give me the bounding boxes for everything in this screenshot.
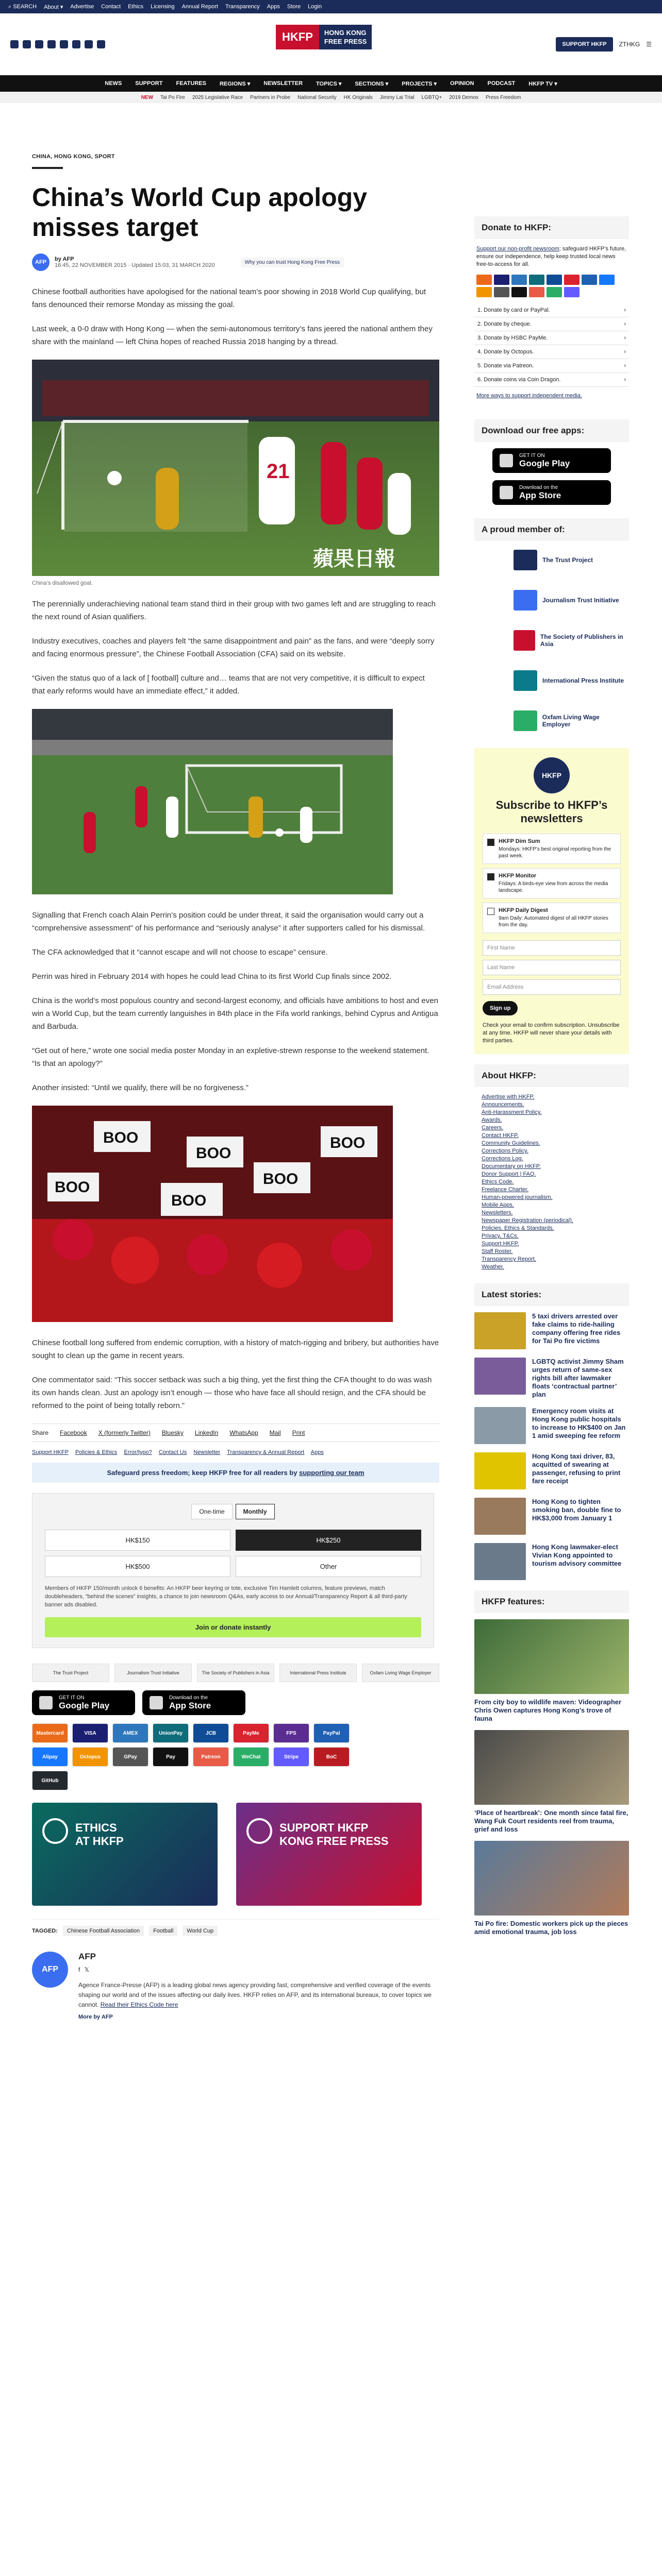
top-bar	[0, 0, 662, 13]
newsletter-monitor-checkbox[interactable]: HKFP Monitor Fridays: A birds-eye view from across the media landscape.	[483, 868, 621, 899]
gpay-icon	[494, 287, 509, 297]
boo-sign: BOO	[103, 1129, 139, 1146]
tag-world-cup[interactable]: World Cup	[183, 1926, 218, 1936]
chevron-right-icon: ›	[624, 377, 626, 383]
link-contact[interactable]: Contact Us	[158, 1449, 187, 1455]
google-play-icon	[39, 1696, 53, 1709]
fans-boo-photo	[32, 1106, 393, 1322]
subnav-legco[interactable]: 2025 Legislative Race	[192, 94, 243, 100]
linkedin-icon[interactable]	[85, 40, 93, 48]
frequency-toggle	[45, 1504, 421, 1519]
paragraph: China is the world’s most populous country and second-largest economy, and officials have ambitions to host and even win a World Cup, but the team currently languishes in 84th place in the Fifa world rankings, behind Cyprus and Antigua and Barbuda.	[32, 996, 438, 1031]
email-field[interactable]: Email Address	[483, 979, 621, 995]
share-bar	[32, 1423, 439, 1442]
subnav-hk-originals[interactable]: HK Originals	[343, 94, 373, 100]
paragraph: Industry executives, coaches and players felt “the same disappointment and pain” as the fans, and were “deeply sorry and facing enormous pressure”, the Chinese Football Association (CFA) said on its website.	[32, 637, 435, 658]
apple-icon	[500, 486, 513, 499]
link-support[interactable]: Support HKFP	[32, 1449, 69, 1455]
newsletter-signup	[474, 748, 629, 1054]
join-donate-button[interactable]: Join or donate instantly	[45, 1617, 421, 1637]
youtube-icon[interactable]	[72, 40, 80, 48]
latest-stories	[474, 1312, 629, 1580]
freq-monthly[interactable]: Monthly	[236, 1504, 275, 1519]
about-link[interactable]: Freelance Charter.	[482, 1187, 529, 1193]
author-byline[interactable]: by AFP	[55, 256, 74, 262]
first-name-field[interactable]: First Name	[483, 940, 621, 956]
donate-option[interactable]: 1. Donate by card or PayPal. ›	[474, 303, 629, 317]
wechat-icon	[547, 287, 562, 297]
story-item[interactable]: Hong Kong taxi driver, 83, acquitted of swearing at passenger, refusing to print fare receipt	[474, 1452, 629, 1489]
share-mail[interactable]: Mail	[269, 1429, 281, 1436]
subnav-lgbtq[interactable]: LGBTQ+	[421, 94, 442, 100]
amount-150[interactable]: HK$150	[45, 1530, 230, 1551]
payme-logo: PayMe	[233, 1723, 269, 1743]
main-nav	[0, 75, 662, 92]
donate-box: Donate to HKFP: Support our non-profit newsroom; safeguard HKFP’s future, ensure our independence, help keep trusted local news free-to-access for all. 1. Donate by card or PayPal. › 2. Donate by cheque. › 3. Donate by HSBC PayMe. › 4. Donate by Octopus. › 5. Donate via Patreon. › 6. Donate coins via Coin Dragon. › More ways to support independent media.	[474, 216, 629, 405]
about-link[interactable]: Donor Support | FAQ.	[482, 1171, 536, 1177]
wechat-logo: WeChat	[233, 1747, 269, 1767]
octopus-icon	[476, 287, 492, 297]
visa-icon	[494, 275, 509, 285]
nav-news[interactable]: NEWS	[105, 80, 122, 87]
sub-nav	[0, 92, 662, 103]
share-whatsapp[interactable]: WhatsApp	[229, 1429, 258, 1436]
newsletter-dim-sum-checkbox[interactable]: HKFP Dim Sum Mondays: HKFP’s best original reporting from the past week.	[483, 834, 621, 864]
paypal-logo: PayPal	[313, 1723, 350, 1743]
apple-pay-icon	[511, 287, 527, 297]
topbar-annual-report[interactable]: Annual Report	[181, 4, 218, 10]
boo-sign: BOO	[55, 1179, 90, 1196]
svg-text:21: 21	[267, 460, 290, 483]
patreon-logo: Patreon	[193, 1747, 229, 1767]
tag-cfa[interactable]: Chinese Football Association	[63, 1926, 144, 1936]
share-label: Share	[32, 1429, 49, 1436]
topbar-advertise[interactable]: Advertise	[70, 4, 94, 10]
article-meta	[32, 253, 439, 271]
about-link[interactable]: Careers.	[482, 1125, 504, 1131]
paragraph: Chinese football authorities have apologised for the national team’s poor showing in 2018 World Cup qualifying, but fans denounced their remorse Monday as missing the goal.	[32, 287, 426, 309]
paragraph: Last week, a 0-0 draw with Hong Kong — when the semi-autonomous territory’s fans jeered the national anthem they share with the mainland — left China hopes of reached Russia 2018 hanging by a thread.	[32, 325, 433, 346]
sopa-badge[interactable]: The Society of Publishers in Asia	[514, 628, 629, 653]
topbar-ethics[interactable]: Ethics	[128, 4, 144, 10]
donate-option[interactable]: 2. Donate by cheque. ›	[474, 317, 629, 331]
jti-badge[interactable]: Journalism Trust Initiative	[514, 587, 629, 613]
fans-image	[32, 1106, 393, 1322]
mastercard-logo: Mastercard	[32, 1723, 68, 1743]
story-item[interactable]: Emergency room visits at Hong Kong public hospitals to increase to HK$400 on Jan 1 amid sweeping fee reform	[474, 1407, 629, 1444]
photo-caption: China’s disallowed goal.	[32, 580, 93, 586]
google-play-button[interactable]: GET IT ON Google Play	[32, 1690, 135, 1715]
title-divider	[32, 167, 63, 169]
menu-icon[interactable]: ☰	[646, 41, 652, 48]
member-heading: A proud member of:	[474, 518, 629, 541]
play-icon	[246, 1818, 272, 1844]
subnav-2019-demos[interactable]: 2019 Demos	[449, 94, 478, 100]
search-link[interactable]: ⌕ SEARCH	[8, 3, 37, 10]
email-icon[interactable]	[97, 40, 105, 48]
nav-regions[interactable]: REGIONS ▾	[219, 80, 251, 87]
amount-options	[45, 1530, 421, 1577]
social-icons	[10, 40, 105, 48]
play-icon	[42, 1818, 68, 1844]
about-link[interactable]: Documentary on HKFP.	[482, 1163, 541, 1170]
about-link[interactable]: Support HKFP.	[482, 1241, 519, 1247]
chevron-right-icon: ›	[624, 321, 626, 327]
boc-logo: BoC	[313, 1747, 350, 1767]
instagram-icon[interactable]	[35, 40, 43, 48]
stripe-logo: Stripe	[273, 1747, 309, 1767]
link-apps[interactable]: Apps	[310, 1449, 324, 1455]
unionpay-icon	[529, 275, 544, 285]
topbar-transparency[interactable]: Transparency	[225, 4, 260, 10]
paragraph: One commentator said: “This soccer setback was such a big thing, yet the first thing the CFA thought to do was wash its own hands clean. Just an apology isn’t enough — those who have face all should resign, and the CFA should be reformed to the point of being totally reborn.”	[32, 1376, 432, 1410]
sidebar-app-store-button[interactable]: Download on the App Store	[492, 480, 611, 505]
share-linkedin[interactable]: LinkedIn	[194, 1429, 219, 1436]
disallowed-goal-photo	[32, 360, 439, 576]
link-policies[interactable]: Policies & Ethics	[75, 1449, 118, 1455]
about-link[interactable]: Mobile Apps.	[482, 1202, 514, 1208]
support-newsroom-link[interactable]: Support our non-profit newsroom	[476, 246, 559, 252]
feature-item[interactable]: ‘Place of heartbreak’: One month since fatal fire, Wang Fuk Court residents reel from trauma, grief and loss	[474, 1730, 629, 1834]
donate-option[interactable]: 3. Donate by HSBC PayMe. ›	[474, 331, 629, 345]
nav-topics[interactable]: TOPICS ▾	[316, 80, 342, 87]
card-logos	[474, 275, 629, 297]
paragraph: Signalling that French coach Alain Perrin’s position could be under threat, it said the organisation would carry out a “comprehensive assessment” of his performance and “seriously analyse” it after supporters called for his dismissal.	[32, 911, 425, 933]
match-image	[32, 709, 393, 894]
subnav-national-security[interactable]: National Security	[297, 94, 337, 100]
apps-heading: Download our free apps:	[474, 419, 629, 442]
nav-newsletter[interactable]: NEWSLETTER	[263, 80, 303, 87]
stripe-icon	[564, 287, 580, 297]
topbar-licensing[interactable]: Licensing	[151, 4, 175, 10]
photo-watermark: 蘋果日報	[313, 547, 395, 571]
amount-other[interactable]: Other	[236, 1556, 421, 1577]
about-link[interactable]: Transparency Report.	[482, 1256, 536, 1262]
nav-opinion[interactable]: OPINION	[450, 80, 474, 87]
ethics-promo[interactable]: ETHICS AT HKFP	[32, 1803, 218, 1906]
new-label: NEW	[141, 94, 154, 100]
donate-option[interactable]: 4. Donate by Octopus. ›	[474, 345, 629, 359]
paragraph: Chinese football long suffered from endemic corruption, with a history of match-rigging and bribery, but authorities have sought to clean up the game in recent years.	[32, 1338, 439, 1360]
sidebar-google-play-button[interactable]: GET IT ON Google Play	[492, 448, 611, 473]
nav-projects[interactable]: PROJECTS ▾	[402, 80, 437, 87]
author-box	[32, 1952, 439, 2020]
logo-text: HONG KONG FREE PRESS	[319, 25, 372, 49]
language-switch[interactable]: ZTHKG	[619, 41, 640, 48]
google-play-icon	[500, 454, 513, 467]
paragraph: “Given the status quo of a lack of [ football] culture and… teams that are not very competitive, it is difficult to expect that early reforms would have an immediate effect,” it added.	[32, 674, 425, 696]
mastercard-icon	[476, 275, 492, 285]
subscribe-note: Check your email to confirm subscription. Unsubscribe at any time. HKFP will never share your details with third parties.	[483, 1022, 620, 1044]
jcb-logo: JCB	[193, 1723, 229, 1743]
subscribe-heading: Subscribe to HKFP’s newsletters	[495, 799, 608, 825]
about-links	[474, 1093, 629, 1271]
about-link[interactable]: Announcements.	[482, 1101, 524, 1108]
topbar-store[interactable]: Store	[287, 4, 301, 10]
chevron-right-icon: ›	[624, 307, 626, 313]
subnav-tai-po-fire[interactable]: Tai Po Fire	[160, 94, 185, 100]
patreon-icon	[529, 287, 544, 297]
site-logo[interactable]	[276, 25, 372, 49]
nav-sections[interactable]: SECTIONS ▾	[355, 80, 389, 87]
hkfp-badge: HKFP	[534, 757, 570, 793]
trust-link[interactable]: Why you can trust Hong Kong Free Press	[241, 258, 344, 267]
freq-one-time[interactable]: One-time	[191, 1504, 232, 1519]
features-heading: HKFP features:	[474, 1590, 629, 1613]
author-bio: Agence France-Presse (AFP) is a leading global news agency providing fast, comprehensive and verified coverage of the events shaping our world and of the issues affecting our daily lives. HKFP relies on AFP, and its international bureaux, to cover topics we cannot.	[78, 1981, 432, 2008]
donate-heading: Donate to HKFP:	[474, 216, 629, 239]
nav-podcast[interactable]: PODCAST	[487, 80, 516, 87]
alipay-icon	[599, 275, 615, 285]
story-item[interactable]: 5 taxi drivers arrested over fake claims to ride-hailing company offering free rides for Tai Po fire victims	[474, 1312, 629, 1349]
chevron-right-icon: ›	[624, 349, 626, 355]
topbar-contact[interactable]: Contact	[101, 4, 121, 10]
article-footer-links	[32, 1449, 439, 1455]
nav-hkfp-tv[interactable]: HKFP TV ▾	[528, 80, 557, 87]
paypal-icon	[582, 275, 597, 285]
github-logo: GitHub	[32, 1771, 68, 1790]
nav-support[interactable]: SUPPORT	[135, 80, 163, 87]
about-link[interactable]: Awards.	[482, 1117, 502, 1123]
paragraph: “Get out of here,” wrote one social media poster Monday in an expletive-strewn response to the weekend statement. “Is that an apology?”	[32, 1046, 429, 1068]
donate-widget	[32, 1493, 434, 1648]
trust-project-logo[interactable]: The Trust Project	[32, 1664, 109, 1682]
about-heading: About HKFP:	[474, 1064, 629, 1087]
promo-banners	[32, 1803, 439, 1906]
sign-up-button[interactable]: Sign up	[483, 1001, 518, 1015]
support-promo[interactable]: SUPPORT HKFP KONG FREE PRESS	[236, 1803, 422, 1906]
share-x[interactable]: X (formerly Twitter)	[98, 1429, 151, 1436]
facebook-icon[interactable]: f	[78, 1966, 80, 1973]
boo-sign: BOO	[171, 1192, 207, 1209]
newsletter-daily-digest-checkbox[interactable]: HKFP Daily Digest 9am Daily: Automated digest of all HKFP stories from the day.	[483, 903, 621, 933]
safeguard-banner: Safeguard press freedom; keep HKFP free for all readers by supporting our team	[32, 1463, 439, 1483]
subnav-jimmy-lai[interactable]: Jimmy Lai Trial	[379, 94, 415, 100]
apple-pay-logo: Pay	[153, 1747, 189, 1767]
oxfam-badge[interactable]: Oxfam Living Wage Employer	[514, 708, 629, 734]
oxfam-logo[interactable]: Oxfam Living Wage Employer	[362, 1664, 439, 1682]
link-error[interactable]: Error/typo?	[124, 1449, 152, 1455]
story-item[interactable]: Hong Kong to tighten smoking ban, double fine to HK$3,000 from January 1	[474, 1498, 629, 1535]
article-dates: 16:45, 22 NOVEMBER 2015 · Updated 15:03, 31 MARCH 2020	[55, 262, 215, 268]
about-link[interactable]: Advertise with HKFP.	[482, 1094, 535, 1100]
alipay-logo: Alipay	[32, 1747, 68, 1767]
paragraph: The CFA acknowledged that it “cannot escape and will not choose to escape” censure.	[32, 948, 328, 957]
about-link[interactable]: Anti-Harassment Policy.	[482, 1109, 542, 1115]
payme-icon	[564, 275, 580, 285]
subnav-partners[interactable]: Partners in Probe	[250, 94, 291, 100]
link-transparency[interactable]: Transparency & Annual Report	[227, 1449, 305, 1455]
about-link[interactable]: Staff Roster.	[482, 1248, 513, 1255]
amex-icon	[511, 275, 527, 285]
story-item[interactable]: LGBTQ activist Jimmy Sham urges return of same-sex rights bill after lawmaker floats ‘contractual partner’ plan	[474, 1358, 629, 1399]
link-newsletter[interactable]: Newsletter	[193, 1449, 221, 1455]
support-hkfp-button[interactable]: SUPPORT HKFP	[556, 37, 613, 52]
sopa-logo[interactable]: The Society of Publishers in Asia	[197, 1664, 274, 1682]
subnav-press-freedom[interactable]: Press Freedom	[485, 94, 521, 100]
about-link[interactable]: Corrections Log.	[482, 1156, 523, 1162]
feature-item[interactable]: From city boy to wildlife maven: Videographer Chris Owen captures Hong Kong’s trove of fauna	[474, 1619, 629, 1723]
bluesky-icon[interactable]	[60, 40, 68, 48]
x-icon[interactable]	[23, 40, 31, 48]
about-link[interactable]: Ethics Code.	[482, 1179, 514, 1185]
chevron-right-icon: ›	[624, 363, 626, 369]
article-title: China’s World Cup apology misses target	[32, 183, 367, 242]
feature-item[interactable]: Tai Po fire: Domestic workers pick up the pieces amid emotional trauma, job loss	[474, 1841, 629, 1936]
app-store-button[interactable]: Download on the App Store	[142, 1690, 245, 1715]
octopus-logo: Octopus	[72, 1747, 108, 1767]
share-print[interactable]: Print	[292, 1429, 305, 1436]
about-link[interactable]: Policies, Ethics & Standards.	[482, 1225, 554, 1231]
gpay-logo: GPay	[112, 1747, 148, 1767]
jcb-icon	[547, 275, 562, 285]
share-facebook[interactable]: Facebook	[60, 1429, 87, 1436]
topbar-login[interactable]: Login	[308, 4, 322, 10]
unionpay-logo: UnionPay	[153, 1723, 189, 1743]
support-team-link[interactable]: supporting our team	[299, 1469, 365, 1477]
donate-option[interactable]: 5. Donate via Patreon. ›	[474, 359, 629, 373]
share-bluesky[interactable]: Bluesky	[161, 1429, 184, 1436]
trust-project-badge[interactable]: The Trust Project	[514, 547, 629, 573]
about-link[interactable]: Community Guidelines.	[482, 1140, 540, 1146]
fps-logo: FPS	[273, 1723, 309, 1743]
site-header	[0, 13, 662, 75]
tag-list: TAGGED: Chinese Football Association Football World Cup	[32, 1919, 439, 1936]
more-by-author-link[interactable]: More by AFP	[78, 2014, 113, 2020]
author-avatar[interactable]: AFP	[32, 253, 49, 271]
nav-features[interactable]: FEATURES	[176, 80, 206, 87]
paragraph: Another insisted: “Until we qualify, there will be no forgiveness.”	[32, 1083, 249, 1092]
football-pitch-image	[32, 360, 439, 576]
member-benefits-note: Members of HKFP 150/month unlock 6 benefits: An HKFP beer keyring or tote, exclusive Tim Hamlett columns, feature previews, match doubleheaders, “behind the scenes” insights, a chance to join newsroom Q&As, early access to our Annual/Transparency Report & all third-party banner ads disabled.	[45, 1585, 407, 1608]
visa-logo: VISA	[72, 1723, 108, 1743]
amount-250[interactable]: HK$250	[236, 1530, 421, 1551]
tag-football[interactable]: Football	[149, 1926, 177, 1936]
boo-sign: BOO	[196, 1145, 231, 1162]
paragraph: Perrin was hired in February 2014 with hopes he could lead China to its first World Cup finals since 2002.	[32, 972, 392, 981]
sidebar	[474, 216, 629, 1943]
about-link[interactable]: Human-powered journalism.	[482, 1194, 553, 1200]
payment-methods	[32, 1723, 362, 1790]
about-link[interactable]: Newsletters.	[482, 1210, 513, 1216]
about-link[interactable]: Newspaper Registration (periodical).	[482, 1217, 573, 1224]
facebook-icon[interactable]	[10, 40, 19, 48]
boo-sign: BOO	[330, 1134, 366, 1151]
amount-500[interactable]: HK$500	[45, 1556, 230, 1577]
article	[32, 154, 439, 2020]
about-link[interactable]: Weather.	[482, 1264, 504, 1270]
ethics-code-link[interactable]: Read their Ethics Code here	[100, 2001, 178, 2008]
author-name[interactable]: AFP	[78, 1952, 96, 1961]
boo-sign: BOO	[263, 1171, 299, 1188]
story-item[interactable]: Hong Kong lawmaker-elect Vivian Kong appointed to tourism advisory committee	[474, 1543, 629, 1580]
goal-mouth-photo	[32, 709, 393, 894]
paragraph: The perennially underachieving national team stand third in their group with two games left and are struggling to reach the next round of Asian qualifiers.	[32, 600, 436, 621]
donate-option[interactable]: 6. Donate coins via Coin Dragon. ›	[474, 373, 629, 387]
ipi-badge[interactable]: International Press Institute	[514, 668, 629, 693]
amex-logo: AMEX	[112, 1723, 148, 1743]
topbar-apps[interactable]: Apps	[267, 4, 280, 10]
jti-logo[interactable]: Journalism Trust Initiative	[114, 1664, 192, 1682]
logo-box: HKFP	[276, 25, 319, 49]
about-link[interactable]: Corrections Policy.	[482, 1148, 528, 1154]
last-name-field[interactable]: Last Name	[483, 960, 621, 975]
topbar-about[interactable]: About ▾	[44, 4, 63, 10]
about-link[interactable]: Contact HKFP.	[482, 1132, 519, 1139]
threads-icon[interactable]	[47, 40, 56, 48]
apple-icon	[150, 1696, 163, 1709]
article-categories[interactable]: CHINA, HONG KONG, SPORT	[32, 154, 115, 160]
x-icon[interactable]: 𝕏	[84, 1966, 90, 1973]
app-store-buttons	[32, 1690, 439, 1715]
about-link[interactable]: Privacy, T&Cs.	[482, 1233, 519, 1239]
donation-options	[474, 303, 629, 387]
member-logos	[32, 1664, 439, 1682]
latest-heading: Latest stories:	[474, 1283, 629, 1306]
chevron-right-icon: ›	[624, 335, 626, 341]
ipi-logo[interactable]: International Press Institute	[279, 1664, 357, 1682]
author-avatar-large[interactable]: AFP	[32, 1952, 68, 1988]
more-ways-link[interactable]: More ways to support independent media.	[476, 393, 582, 399]
